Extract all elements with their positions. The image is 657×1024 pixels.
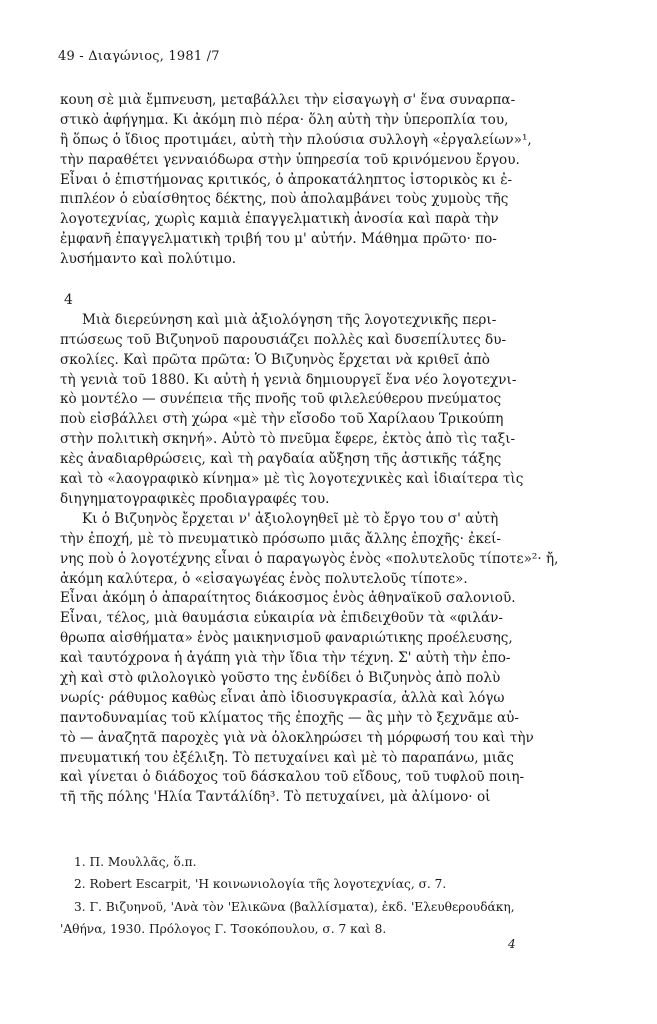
text-line: τὸ — ἀναζητᾶ παροχὲς γιὰ νὰ ὁλοκληρώσει τὴ μόρφωσή του καὶ τὴν <box>60 729 534 746</box>
text-line: πνευματική του ἐξέλιξη. Τὸ πετυχαίνει καὶ μὲ τὸ παραπάνω, μιᾶς <box>60 749 514 766</box>
footnote-2: 2. Robert Escarpit, 'Η κοινωνιολογία τῆς λογοτεχνίας, σ. 7. <box>74 877 447 892</box>
text-line: χὴ καὶ στὸ φιλολογικὸ γοῦστο της ἐνδίδει ὁ Βιζυηνὸς ἀπὸ πολὺ <box>60 669 501 686</box>
text-line: διηγηματογραφικὲς προδιαγραφές του. <box>60 490 330 507</box>
text-line: στὴν πολιτικὴ σκηνή». Αὐτὸ τὸ πνεῦμα ἔφερε, ἐκτὸς ἀπὸ τὶς ταξι- <box>60 431 516 448</box>
text-line: σκολίες. Καὶ πρῶτα πρῶτα: Ὁ Βιζυηνὸς ἔρχεται νὰ κριθεῖ ἀπὸ <box>60 351 490 368</box>
running-header: 49 - Διαγώνιος, 1981 /7 <box>58 49 220 64</box>
text-line: στικὸ ἀφήγημα. Κι ἀκόμη πιὸ πέρα· ὅλη αὐτὴ τὴν ὑπεροπλία του, <box>60 111 509 128</box>
paragraph-section-4 <box>60 311 600 808</box>
text-line: τὴ γενιὰ τοῦ 1880. Κι αὐτὴ ἡ γενιὰ δημιουργεῖ ἕνα νέο λογοτεχνι- <box>60 371 517 388</box>
text-line: καὶ γίνεται ὁ διάδοχος τοῦ δάσκαλου τοῦ εἴδους, τοῦ τυφλοῦ ποιη- <box>60 769 525 786</box>
text-line: ἢ ὅπως ὁ ἴδιος προτιμάει, αὐτὴ τὴν πλούσια συλλογὴ «ἐργαλείων»¹, <box>60 131 532 148</box>
text-line: θρωπα αἰσθήματα» ἑνὸς μαικηνισμοῦ φαναριώτικης προέλευσης, <box>60 630 513 647</box>
body-text <box>60 91 600 808</box>
text-line: Εἶναι, τέλος, μιὰ θαυμάσια εὐκαιρία νὰ ἐπιδειχθοῦν τὰ «φιλάν- <box>60 610 504 627</box>
text-line: λυσήμαντο καὶ πολύτιμο. <box>60 251 237 268</box>
page-number: 4 <box>508 937 516 951</box>
text-line: τὴν παραθέτει γενναιόδωρα στὴν ὑπηρεσία τοῦ κρινόμενου ἔργου. <box>60 151 520 168</box>
text-line: ἐμφανῆ ἐπαγγελματικὴ τριβή του μ' αὐτήν. Μάθημα πρῶτο· πο- <box>60 231 497 248</box>
text-line: Εἶναι ἀκόμη ὁ ἀπαραίτητος διάκοσμος ἑνὸς ἀθηναϊκοῦ σαλονιοῦ. <box>60 590 516 607</box>
text-line: πιπλέον ὁ εὐαίσθητος δέκτης, ποὺ ἀπολαμβάνει τοὺς χυμοὺς τῆς <box>60 191 509 208</box>
section-number: 4 <box>64 292 73 309</box>
text-line: Μιὰ διερεύνηση καὶ μιὰ ἀξιολόγηση τῆς λογοτεχνικῆς περι- <box>82 311 497 328</box>
text-line: τῆ τῆς πόλης 'Ηλία Ταντάλίδη³. Τὸ πετυχαίνει, μὰ ἀλίμονο· οἱ <box>60 789 491 806</box>
text-line: πτώσεως τοῦ Βιζυηνοῦ παρουσιάζει πολλὲς καὶ δυσεπίλυτες δυ- <box>60 331 507 348</box>
paragraph-intro <box>60 91 600 270</box>
text-line: κὸ μοντέλο — συνέπεια τῆς πνοῆς τοῦ φιλελεύθερου πνεύματος <box>60 391 502 408</box>
footnote-3: 3. Γ. Βιζυηνοῦ, 'Ανὰ τὸν 'Ελικῶνα (βαλλίσματα), ἐκδ. 'Ελευθερουδάκη, <box>74 899 515 914</box>
text-line: νωρίς· ράθυμος καθὼς εἶναι ἀπὸ ἰδιοσυγκρασία, ἀλλὰ καὶ λόγω <box>60 689 505 706</box>
text-line: καὶ ταυτόχρονα ἡ ἀγάπη γιὰ τὴν ἴδια τὴν τέχνη. Σ' αὐτὴ τὴν ἐπο- <box>60 650 511 667</box>
text-line: Εἶναι ὁ ἐπιστήμονας κριτικός, ὁ ἀπροκατάληπτος ἱστορικὸς κι ἐ- <box>60 171 513 188</box>
text-line: καὶ τὸ «λαογραφικὸ κίνημα» μὲ τὶς λογοτεχνικὲς καὶ ἰδιαίτερα τὶς <box>60 471 524 488</box>
text-line: ποὺ εἰσβάλλει στὴ χώρα «μὲ τὴν εἴσοδο τοῦ Χαρίλαου Τρικούπη <box>60 411 504 428</box>
text-line: κουη σὲ μιὰ ἔμπνευση, μεταβάλλει τὴν εἰσαγωγὴ σ' ἕνα συναρπα- <box>60 92 516 108</box>
text-line: Κι ὁ Βιζυηνὸς ἔρχεται ν' ἀξιολογηθεῖ μὲ τὸ ἔργο του σ' αὐτὴ <box>82 510 499 527</box>
text-line: νης ποὺ ὁ λογοτέχνης εἶναι ὁ παραγωγὸς ἑνὸς «πολυτελοῦς τίποτε»²· ἤ, ἀκόμη καλύτερα, ὁ «εἰσαγωγέας ἑνὸς πολυτελοῦς τίποτε». <box>60 550 559 587</box>
footnote-3-continued: 'Αθήνα, 1930. Πρόλογος Γ. Τσοκόπουλου, σ. 7 καὶ 8. <box>60 921 387 936</box>
text-line: παντοδυναμίας τοῦ κλίματος τῆς ἐποχῆς — ἂς μὴν τὸ ξεχνᾶμε αὐ- <box>60 709 520 726</box>
footnote-1: 1. Π. Μουλλᾶς, ὅ.π. <box>74 855 197 869</box>
text-line: κὲς ἀναδιαρθρώσεις, καὶ τὴ ραγδαία αὔξηση τῆς ἀστικῆς τάξης <box>60 451 502 468</box>
footnotes <box>60 851 600 940</box>
text-line: λογοτεχνίας, χωρὶς καμιὰ ἐπαγγελματικὴ ἀνοσία καὶ παρὰ τὴν <box>60 211 499 228</box>
text-line: τὴν ἐποχή, μὲ τὸ πνευματικὸ πρόσωπο μιᾶς ἄλλης ἐποχῆς· ἐκεί- <box>60 530 502 547</box>
